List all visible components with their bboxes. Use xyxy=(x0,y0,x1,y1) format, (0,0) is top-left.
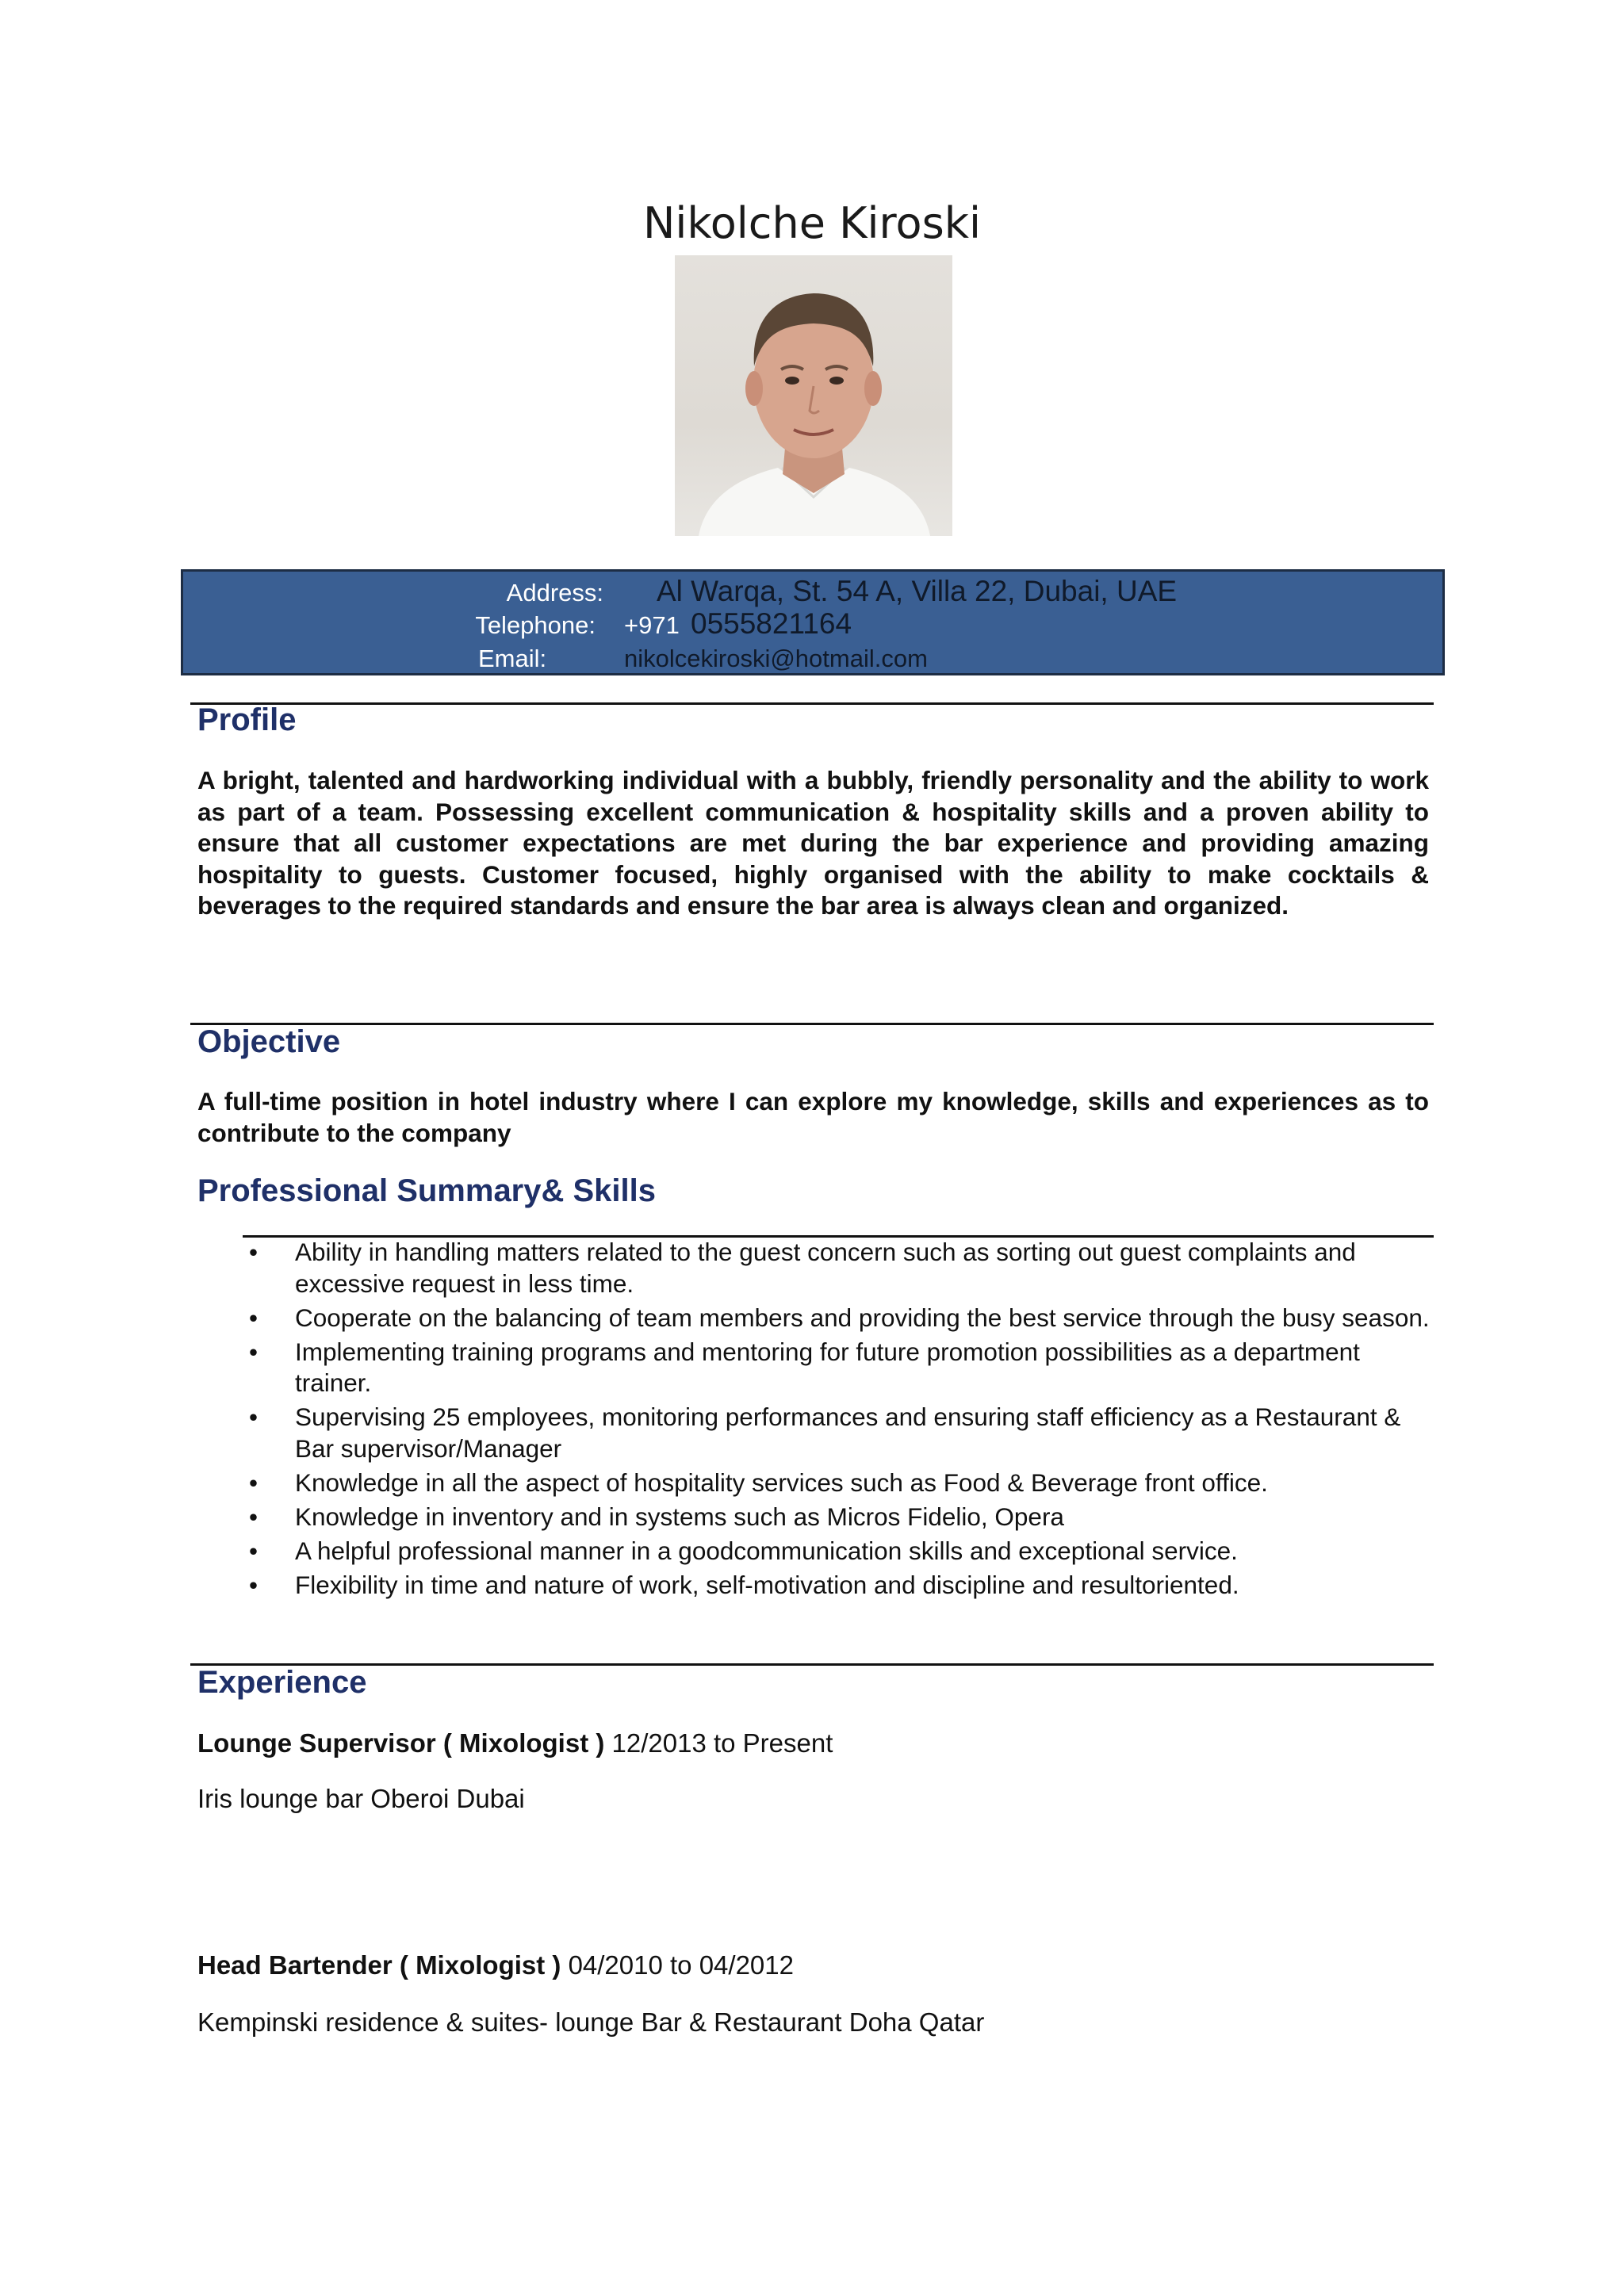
bullet-icon: • xyxy=(249,1337,259,1366)
profile-divider xyxy=(190,702,1434,705)
bullet-icon: • xyxy=(249,1402,259,1431)
profile-text: A bright, talented and hardworking individual with a bubbly, friendly personality and the ability to work as part of a team. Possessing excellent communication & hospitality skills and a proven ability to ensure that all customer expectations are met during the bar experience and providing amazing hospitality to guests. Customer focused, highly organised with the ability to make cocktails & beverages to the required standards and ensure the bar area is always clean and organized. xyxy=(197,766,1429,920)
list-item: • Supervising 25 employees, monitoring performances and ensuring staff efficiency as a Restaurant & Bar supervisor/Manager xyxy=(249,1402,1401,1463)
bullet-icon: • xyxy=(249,1536,259,1565)
job-place: Iris lounge bar Oberoi Dubai xyxy=(197,1784,525,1813)
email-label: Email: xyxy=(478,645,547,672)
address-value: Al Warqa, St. 54 A, Villa 22, Dubai, UAE xyxy=(657,575,1178,607)
bullet-icon: • xyxy=(249,1502,259,1531)
job-title-line xyxy=(197,1728,833,1758)
list-item: • Flexibility in time and nature of work, self-motivation and discipline and resultoriented. xyxy=(243,1570,1432,1601)
list-item: • Knowledge in all the aspect of hospitality services such as Food & Beverage front office. xyxy=(243,1468,1432,1499)
email-link[interactable]: nikolcekiroski@hotmail.com xyxy=(624,645,928,672)
job-title-line xyxy=(197,1950,794,1980)
experience-divider xyxy=(190,1663,1434,1666)
contact-box xyxy=(181,569,1445,675)
bullet-icon: • xyxy=(249,1238,259,1266)
experience-heading: Experience xyxy=(197,1665,367,1700)
profile-photo xyxy=(675,255,952,536)
skills-heading: Professional Summary& Skills xyxy=(197,1173,657,1208)
objective-divider xyxy=(190,1023,1434,1025)
portrait-image xyxy=(675,255,952,536)
bullet-icon: • xyxy=(249,1303,259,1332)
telephone-number: 0555821164 xyxy=(691,607,852,640)
list-item: • Implementing training programs and mentoring for future promotion possibilities as a department trainer. xyxy=(249,1337,1360,1397)
profile-heading: Profile xyxy=(197,702,297,737)
list-item: • Ability in handling matters related to the guest concern such as sorting out guest complaints and excessive request in less time. xyxy=(249,1238,1356,1298)
list-item: • Cooperate on the balancing of team members and providing the best service through the busy season. xyxy=(243,1303,1432,1334)
objective-heading: Objective xyxy=(197,1024,341,1059)
job-dates: 04/2010 to 04/2012 xyxy=(568,1950,794,1980)
address-label: Address: xyxy=(506,579,603,607)
list-item: • Knowledge in inventory and in systems such as Micros Fidelio, Opera xyxy=(243,1502,1432,1533)
telephone-prefix: +971 xyxy=(624,611,680,639)
objective-text: A full-time position in hotel industry where I can explore my knowledge, skills and experiences as to contribute to the company xyxy=(197,1087,1429,1147)
job-dates: 12/2013 to Present xyxy=(611,1728,833,1758)
telephone-label: Telephone: xyxy=(475,611,596,639)
job-title: Head Bartender ( Mixologist ) xyxy=(197,1950,561,1980)
job-place: Kempinski residence & suites- lounge Bar & Restaurant Doha Qatar xyxy=(197,2007,985,2037)
skills-list xyxy=(243,1237,1432,1604)
bullet-icon: • xyxy=(249,1570,259,1599)
list-item: • A helpful professional manner in a goodcommunication skills and exceptional service. xyxy=(243,1536,1432,1567)
bullet-icon: • xyxy=(249,1468,259,1497)
candidate-name: Nikolche Kiroski xyxy=(643,198,981,248)
job-title: Lounge Supervisor ( Mixologist ) xyxy=(197,1728,605,1758)
